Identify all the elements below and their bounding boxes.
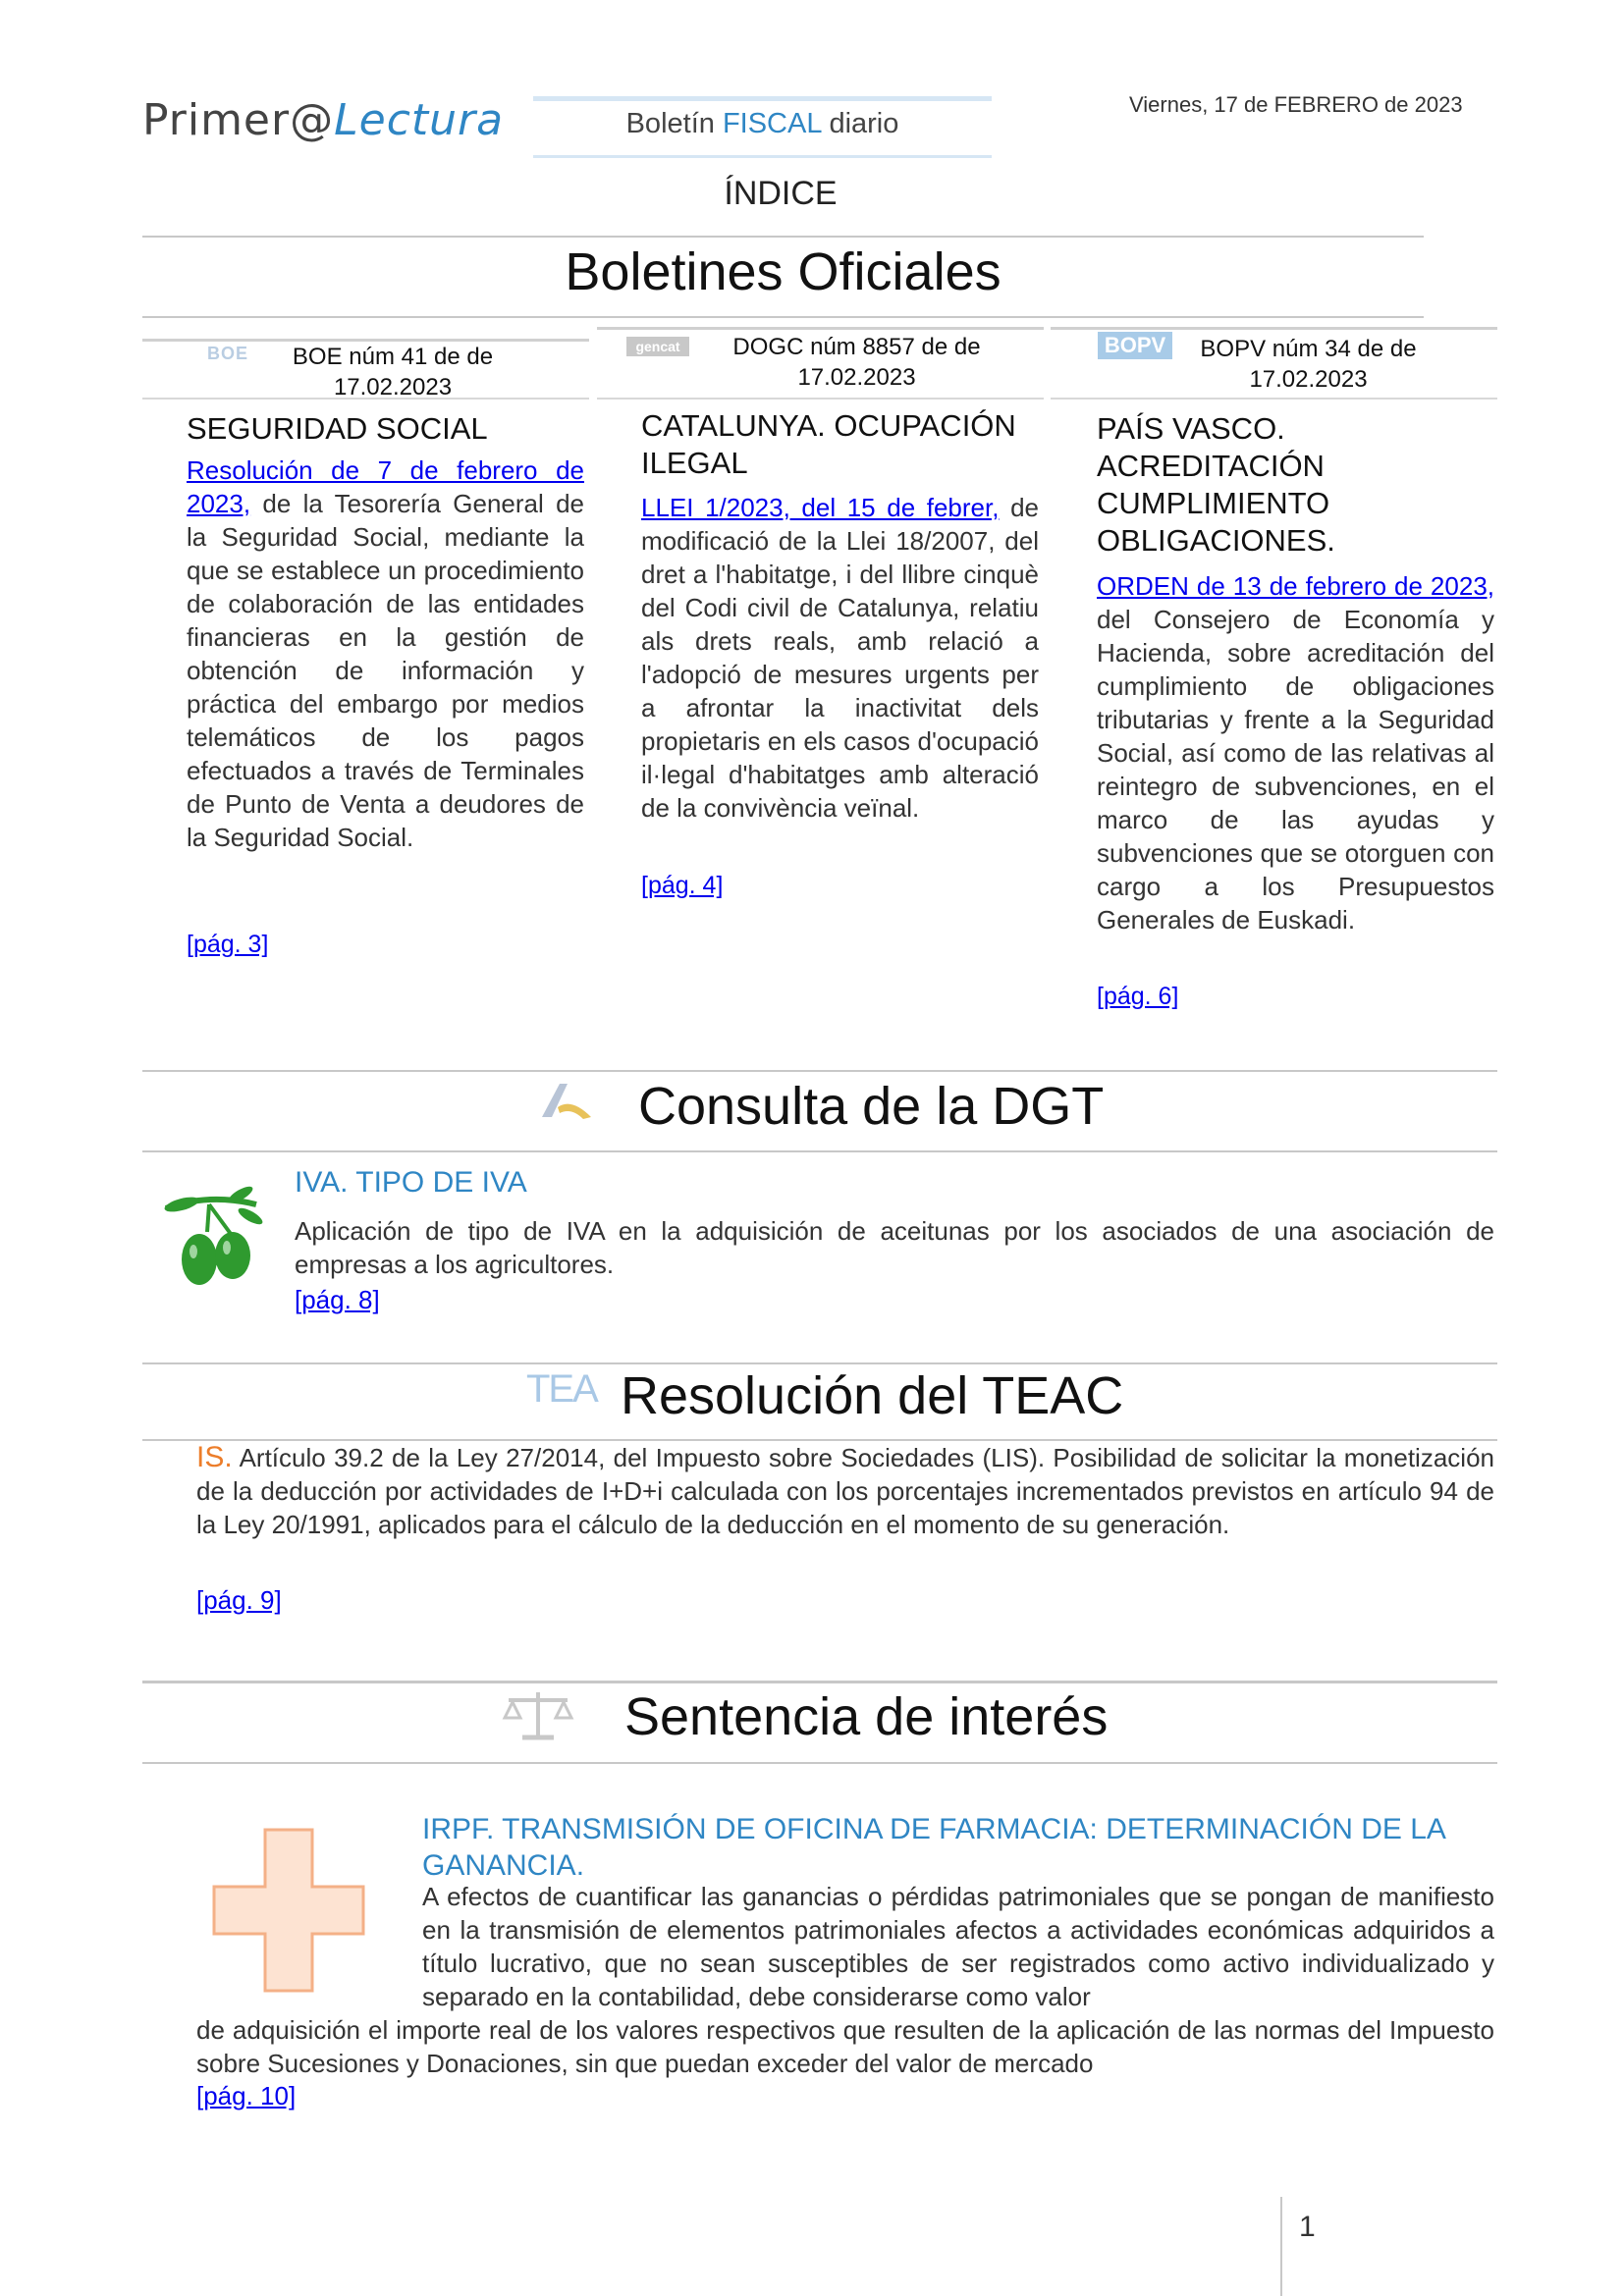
dgt-page-link[interactable]: [pág. 8] — [295, 1285, 380, 1314]
bopv-item-body — [1097, 569, 1494, 936]
olive-icon — [160, 1183, 263, 1296]
section-title-boletines: Boletines Oficiales — [565, 242, 1001, 301]
bulletin-accent: FISCAL — [722, 108, 822, 139]
boe-item-title: SEGURIDAD SOCIAL — [187, 411, 488, 446]
divider — [142, 1681, 1497, 1683]
brand-part1: Primer@ — [142, 95, 335, 145]
boe-item-body — [187, 454, 584, 854]
teac-body — [196, 1441, 1494, 1541]
bopv-item-title: PAÍS VASCO. ACREDITACIÓN CUMPLIMIENTO OBLIGACIONES. — [1097, 411, 1335, 558]
dogc-header-line1: DOGC núm 8857 de de — [732, 334, 981, 360]
dogc-page-link[interactable]: [pág. 4] — [641, 872, 724, 899]
divider — [142, 1762, 1497, 1764]
scales-of-justice-icon — [501, 1688, 575, 1743]
divider — [142, 1150, 1497, 1152]
teac-text: Artículo 39.2 de la Ley 27/2014, del Impuesto sobre Sociedades (LIS). Posibilidad de solicitar la monetización de la deducción por actividades de I+D+i calculada con los porcentajes incrementados previstos en artículo 94 de la Ley 20/1991, aplicados para el cálculo de la deducción en el momento de su generación. — [196, 1443, 1494, 1539]
teac-page-ref-wrap — [196, 1583, 282, 1617]
boe-header-line2: 17.02.2023 — [333, 374, 453, 400]
index-heading: ÍNDICE — [724, 175, 838, 212]
boe-page-link[interactable]: [pág. 3] — [187, 931, 269, 958]
boe-item-link[interactable]: Resolución de 7 de febrero de 2023, — [187, 455, 584, 518]
bopv-header-line2: 17.02.2023 — [1249, 366, 1368, 393]
section-title-sentencia: Sentencia de interés — [624, 1687, 1109, 1746]
bulletin-date: Viernes, 17 de FEBRERO de 2023 — [1129, 92, 1463, 117]
pharmacy-cross-icon — [210, 1826, 367, 1995]
dogc-page-ref-wrap — [641, 869, 723, 902]
bopv-item-text: del Consejero de Economía y Hacienda, sobre acreditación del cumplimiento de obligaciones tributarias y frente a la Seguridad Social, así como de las relativas al reintegro de subvenciones, en el marco de las ayudas y subvenciones que se otorguen con cargo a los Presupuestos Generales de Euskadi. — [1097, 605, 1494, 934]
dogc-item-text: de modificació de la Llei 18/2007, del dret a l'habitatge, i del llibre cinquè del Codi civil de Catalunya, relatiu als drets reals, amb relació a l'adopció de mesures urgents per a afrontar la inactivitat dels propietaris en els casos d'ocupació il·legal d'habitatges amb alteració de la convivència veïnal. — [641, 493, 1039, 823]
dgt-subtitle: IVA. TIPO DE IVA — [295, 1166, 527, 1199]
bopv-item-link[interactable]: ORDEN de 13 de febrero de 2023, — [1097, 571, 1494, 601]
divider — [142, 236, 1424, 238]
gencat-logo-icon: gencat — [626, 337, 689, 356]
footer-rule — [1280, 2197, 1282, 2296]
bulletin-prefix: Boletín — [625, 108, 723, 139]
dogc-header — [702, 332, 1011, 393]
brand-part2: Lectura — [334, 95, 505, 145]
boe-logo-icon: BOE — [206, 344, 248, 363]
bopv-page-link[interactable]: [pág. 6] — [1097, 983, 1179, 1010]
divider — [142, 1362, 1497, 1364]
bopv-header-line1: BOPV núm 34 de de — [1200, 336, 1417, 362]
sentencia-page-ref-wrap — [196, 2079, 296, 2112]
aeat-logo-icon — [538, 1078, 595, 1123]
dogc-item-title: CATALUNYA. OCUPACIÓN ILEGAL — [641, 408, 1016, 480]
boe-page-ref-wrap — [187, 928, 268, 961]
section-title-teac: Resolución del TEAC — [621, 1366, 1124, 1425]
divider — [142, 316, 1424, 318]
teac-logo-icon: TEA — [526, 1367, 597, 1411]
bulletin-suffix: diario — [821, 108, 899, 139]
sentencia-page-link[interactable]: [pág. 10] — [196, 2081, 297, 2110]
teac-page-link[interactable]: [pág. 9] — [196, 1585, 282, 1615]
dgt-page-ref-wrap — [295, 1283, 380, 1316]
divider — [142, 1070, 1497, 1072]
sentencia-subtitle: IRPF. TRANSMISIÓN DE OFICINA DE FARMACIA: DETERMINACIÓN DE LA GANANCIA. — [422, 1813, 1445, 1882]
dogc-item-link[interactable]: LLEI 1/2023, del 15 de febrer, — [641, 493, 1000, 522]
brand-logo — [142, 95, 504, 145]
teac-tag: IS. — [196, 1441, 233, 1473]
column-header-rule — [1051, 327, 1497, 330]
bulletin-title — [533, 108, 992, 140]
column-header-rule — [597, 327, 1044, 330]
bopv-logo-icon: BOPV — [1098, 332, 1172, 359]
sentencia-body-full: de adquisición el importe real de los valores respectivos que resulten de la aplicación de las normas del Impuesto sobre Sucesiones y Donaciones, sin que puedan exceder del valor de mercado — [196, 2015, 1494, 2078]
dogc-item-body — [641, 491, 1039, 825]
column-header-rule — [597, 398, 1044, 400]
section-title-dgt: Consulta de la DGT — [638, 1077, 1105, 1136]
boe-header-line1: BOE núm 41 de de — [292, 344, 494, 370]
boe-header — [275, 342, 511, 402]
bopv-header — [1178, 334, 1438, 395]
column-header-rule — [1051, 398, 1497, 400]
bopv-page-ref-wrap — [1097, 980, 1178, 1013]
dogc-header-line2: 17.02.2023 — [797, 364, 916, 391]
page-number: 1 — [1299, 2211, 1316, 2243]
dgt-body: Aplicación de tipo de IVA en la adquisición de aceitunas por los asociados de una asociación de empresas a los agricultores. — [295, 1216, 1494, 1279]
sentencia-body-indented: A efectos de cuantificar las ganancias o pérdidas patrimoniales que se pongan de manifiesto en la transmisión de elementos patrimoniales afectos a actividades económicas adquiridos a título lucrativo, que no sean susceptibles de ser registrados como activo individualizado y separado en la contabilidad, debe considerarse como valor — [422, 1882, 1494, 2011]
boe-item-text: de la Tesorería General de la Seguridad Social, mediante la que se establece un procedimiento de colaboración de las entidades financieras en la gestión de obtención de información y práctica del embargo por medios telemáticos de los pagos efectuados a través de Terminales de Punto de Venta a deudores de la Seguridad Social. — [187, 489, 584, 852]
